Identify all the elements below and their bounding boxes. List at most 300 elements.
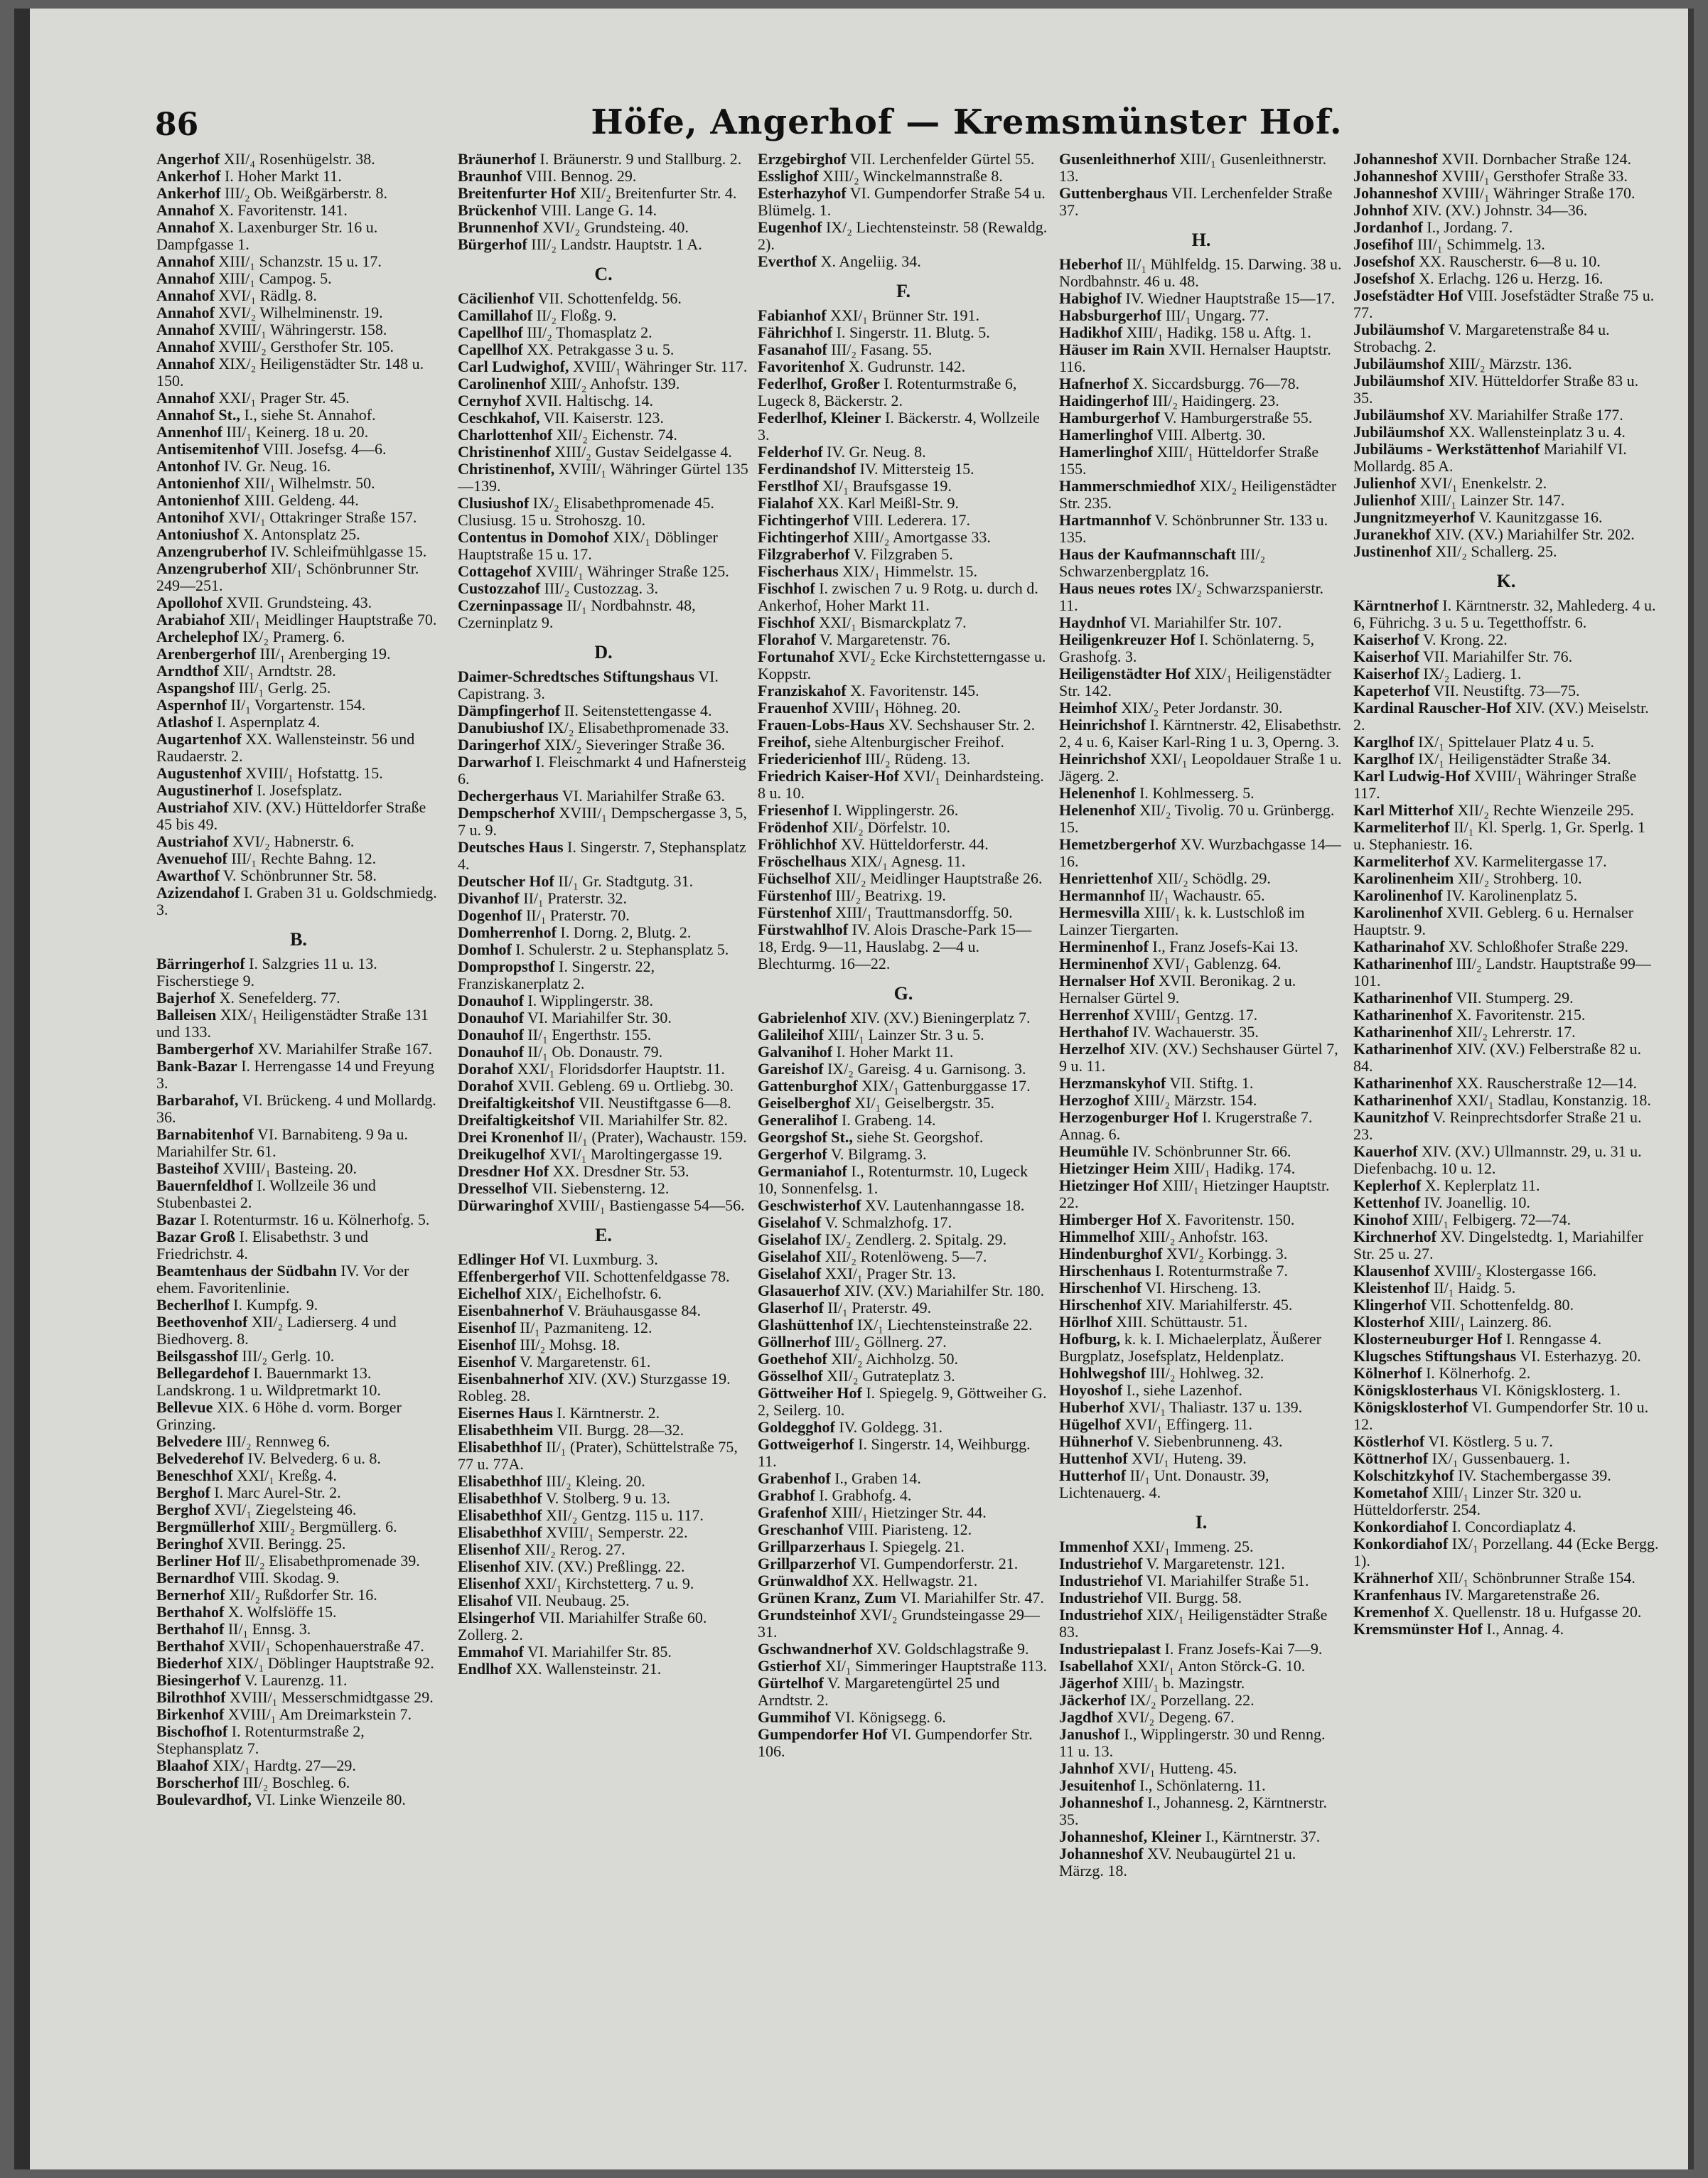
entry-address: XVI/₁ Ziegelsteing 46.	[214, 1501, 357, 1518]
directory-entry	[458, 1643, 749, 1661]
entry-name: Köttnerhof	[1353, 1449, 1429, 1467]
entry-name: Haidingerhof	[1059, 392, 1149, 409]
entry-address: I., Johannesg. 2, Kärntnerstr. 35.	[1059, 1793, 1328, 1828]
directory-entry	[156, 1126, 441, 1160]
entry-address: XIX/₂ Sieveringer Straße 36.	[544, 736, 726, 753]
directory-entry	[458, 992, 749, 1009]
directory-entry	[1353, 509, 1659, 526]
entry-address: XIX/₁ Himmelstr. 15.	[842, 562, 977, 580]
directory-entry	[156, 492, 441, 509]
directory-entry	[156, 1518, 441, 1535]
directory-entry	[758, 1299, 1049, 1316]
entry-name: Borscherhof	[156, 1774, 240, 1791]
directory-entry	[458, 839, 749, 873]
entry-address: VI. Barnabiteng. 9 9a u. Mariahilfer Str. 61.	[156, 1125, 409, 1160]
entry-address: siehe Altenburgischer Freihof.	[815, 733, 1004, 751]
directory-entry	[1353, 751, 1659, 768]
directory-entry	[156, 680, 441, 697]
directory-entry	[156, 1484, 441, 1501]
directory-entry	[758, 819, 1049, 836]
entry-address: XII/₂ Aichholzg. 50.	[831, 1350, 959, 1368]
column-4	[1059, 151, 1343, 2155]
entry-address: XIX/₁ Gattenburggasse 17.	[861, 1077, 1031, 1095]
entry-address: I. Renngasse 4.	[1505, 1330, 1602, 1348]
entry-address: VI. Köstlerg. 5 u. 7.	[1428, 1432, 1553, 1450]
entry-address: IX/₂ Elisabethpromenade 33.	[547, 719, 729, 736]
entry-address: I. Kohlmesserg. 5.	[1139, 784, 1255, 802]
entry-name: Archelephof	[156, 628, 239, 645]
directory-entry	[156, 287, 441, 304]
directory-entry	[1059, 1658, 1343, 1675]
directory-entry	[458, 924, 749, 941]
directory-entry	[758, 1675, 1049, 1709]
entry-name: Herzelhof	[1059, 1040, 1125, 1058]
entry-name: Hoyoshof	[1059, 1381, 1123, 1399]
directory-entry	[1059, 1845, 1343, 1879]
directory-entry	[1353, 185, 1659, 202]
entry-address: IX/₂ Porzellang. 22.	[1129, 1691, 1255, 1709]
entry-name: Grabhof	[758, 1486, 815, 1504]
directory-entry	[458, 788, 749, 805]
entry-name: Hamburgerhof	[1059, 409, 1160, 427]
entry-name: Gstierhof	[758, 1657, 822, 1675]
entry-name: Deutsches Haus	[458, 838, 564, 856]
directory-entry	[156, 407, 441, 424]
entry-name: Fortunahof	[758, 648, 834, 665]
directory-entry	[1059, 614, 1343, 631]
entry-name: Jordanhof	[1353, 218, 1423, 236]
entry-address: XIII/₂ Märzstr. 154.	[1133, 1091, 1257, 1109]
directory-entry	[156, 697, 441, 714]
entry-address: VI. Königsegg. 6.	[834, 1708, 946, 1726]
directory-entry	[1059, 444, 1343, 478]
entry-address: IV. Wachauerstr. 35.	[1132, 1023, 1259, 1041]
entry-address: XII/₂ Meidlinger Hauptstraße 26.	[834, 869, 1043, 887]
entry-name: Bellevue	[156, 1398, 213, 1416]
entry-address: XVII/₁ Schopenhauerstraße 47.	[227, 1637, 424, 1655]
entry-name: Ankerhof	[156, 167, 221, 185]
directory-entry	[758, 168, 1049, 185]
entry-name: Königsklosterhaus	[1353, 1381, 1478, 1399]
directory-entry	[1059, 185, 1343, 219]
entry-name: Hutterhof	[1059, 1466, 1127, 1484]
entry-address: VI. Mariahilfer Str. 30.	[527, 1009, 672, 1026]
entry-name: Industriehof	[1059, 1555, 1143, 1572]
entry-name: Breitenfurter Hof	[458, 184, 576, 202]
entry-address: IX/₁ Spittelauer Platz 4 u. 5.	[1418, 733, 1594, 751]
directory-entry	[458, 151, 749, 168]
entry-name: Bilrothhof	[156, 1688, 226, 1706]
entry-name: Cernyhof	[458, 392, 522, 409]
entry-address: I. Bauernmarkt 13. Landskrong. 1 u. Wildpretmarkt 10.	[156, 1364, 381, 1399]
entry-name: Heimhof	[1059, 699, 1117, 717]
entry-address: I. Herrengasse 14 und Freyung 3.	[156, 1057, 435, 1092]
entry-address: XVIII/₁ Basteing. 20.	[222, 1159, 358, 1177]
entry-name: Danubiushof	[458, 719, 544, 736]
directory-entry	[156, 765, 441, 782]
entry-name: Kolschitzkyhof	[1353, 1466, 1454, 1484]
directory-entry	[758, 529, 1049, 546]
entry-address: XIX/₂ Heiligenstädter Str. 235.	[1059, 477, 1337, 512]
directory-entry	[458, 563, 749, 580]
entry-name: Heberhof	[1059, 255, 1123, 273]
directory-entry	[156, 509, 441, 526]
entry-name: Jubiläums - Werkstättenhof	[1353, 440, 1540, 458]
entry-name: Josefihof	[1353, 235, 1414, 253]
entry-address: Mariahilf VI. Mollardg. 85 A.	[1353, 440, 1627, 475]
directory-entry	[156, 441, 441, 458]
entry-address: VII. Stiftg. 1.	[1169, 1074, 1254, 1092]
entry-address: VII. Neustiftg. 73—75.	[1433, 682, 1580, 699]
entry-address: XIII. Schüttaustr. 51.	[1116, 1313, 1248, 1331]
entry-address: I., Rotenturmstr. 10, Lugeck 10, Sonnenfelsg. 1.	[758, 1162, 1028, 1197]
entry-name: Kärntnerhof	[1353, 596, 1439, 614]
entry-name: Herthahof	[1059, 1023, 1129, 1041]
directory-entry	[458, 907, 749, 924]
entry-address: XX. Wallensteinstr. 56 und Raudaerstr. 2.	[156, 730, 415, 765]
entry-address: IV. Alois Drasche-Park 15—18, Erdg. 9—11, Hauslabg. 2—4 u. Blechturmg. 16—22.	[758, 921, 1032, 972]
entry-address: I. Aspernplatz 4.	[216, 713, 321, 731]
entry-address: VII. Lerchenfelder Straße 37.	[1059, 184, 1333, 219]
entry-name: Eichelhof	[458, 1284, 522, 1302]
entry-address: XII/₄ Rosenhügelstr. 38.	[223, 151, 375, 168]
entry-address: X. Wolfslöffe 15.	[227, 1603, 337, 1621]
directory-entry	[458, 1302, 749, 1319]
directory-entry	[156, 253, 441, 270]
directory-entry	[758, 631, 1049, 648]
entry-name: Boulevardhof,	[156, 1791, 252, 1808]
entry-address: IX/₂ Elisabethpromenade 45. Clusiusg. 15 u. Strohoszg. 10.	[458, 494, 714, 529]
directory-entry	[156, 1262, 441, 1297]
directory-entry	[156, 1092, 441, 1126]
directory-entry	[1059, 1024, 1343, 1041]
entry-name: Dresselhof	[458, 1179, 528, 1197]
entry-address: XV. Hütteldorferstr. 44.	[840, 835, 989, 853]
entry-address: I. Hoher Markt 11.	[836, 1043, 954, 1061]
entry-address: XVI/₂ Habnerstr. 6.	[232, 832, 355, 850]
directory-entry	[1353, 1228, 1659, 1262]
directory-entry	[156, 168, 441, 185]
entry-name: Giselahof	[758, 1230, 822, 1248]
directory-entry	[1059, 1177, 1343, 1211]
entry-name: Huberhof	[1059, 1398, 1124, 1416]
entry-address: V. Margaretenstr. 61.	[520, 1353, 651, 1370]
entry-address: IV. Margaretenstraße 26.	[1444, 1586, 1600, 1604]
entry-address: I., Franz Josefs-Kai 13.	[1152, 938, 1299, 955]
entry-name: Jubiläumshof	[1353, 355, 1445, 372]
entry-address: I. Kärntnerstr. 42, Elisabethstr. 2, 4 u. 6, Kaiser Karl-Ring 1 u. 3, Operng. 3.	[1059, 716, 1342, 751]
entry-name: Brückenhof	[458, 201, 537, 219]
entry-name: Haydnhof	[1059, 613, 1127, 631]
entry-address: XVIII/₁ Bastiengasse 54—56.	[557, 1196, 745, 1214]
directory-entry	[758, 375, 1049, 409]
directory-entry	[458, 958, 749, 992]
entry-address: XVI/₂ Grundsteingasse 29—31.	[758, 1606, 1040, 1641]
entry-address: VI. Hirscheng. 13.	[1145, 1279, 1262, 1297]
entry-name: Kinohof	[1353, 1211, 1409, 1228]
entry-name: Hemetzbergerhof	[1059, 835, 1176, 853]
entry-address: III/₂ Thomasplatz 2.	[527, 323, 652, 341]
directory-entry	[758, 1231, 1049, 1248]
directory-entry	[1059, 1314, 1343, 1331]
directory-entry	[1353, 526, 1659, 543]
entry-name: Himmelhof	[1059, 1228, 1135, 1245]
page	[14, 9, 1694, 2169]
entry-name: Kometahof	[1353, 1484, 1429, 1501]
entry-name: Grillparzerhaus	[758, 1538, 866, 1555]
directory-entry	[156, 543, 441, 560]
entry-name: Federlhof, Großer	[758, 375, 880, 392]
directory-entry	[1353, 1194, 1659, 1211]
directory-entry	[458, 1180, 749, 1197]
entry-address: IX/₂ Ladierg. 1.	[1423, 665, 1522, 682]
directory-entry	[1059, 1538, 1343, 1555]
entry-name: Konkordiahof	[1353, 1535, 1449, 1552]
entry-name: Grillparzerhof	[758, 1555, 856, 1572]
entry-address: I. Concordiaplatz 4.	[1451, 1518, 1577, 1535]
directory-entry	[156, 1723, 441, 1757]
directory-entry	[156, 955, 441, 989]
directory-entry	[758, 1316, 1049, 1334]
entry-name: Capellhof	[458, 323, 523, 341]
entry-address: III/₂ Kleing. 20.	[546, 1472, 645, 1490]
entry-name: Fischhof	[758, 579, 815, 597]
entry-name: Hühnerhof	[1059, 1432, 1133, 1450]
directory-entry	[156, 594, 441, 611]
entry-name: Grafenhof	[758, 1503, 827, 1521]
directory-entry	[458, 1507, 749, 1524]
directory-entry	[156, 1314, 441, 1348]
entry-address: XII/₂ Rußdorfer Str. 16.	[229, 1586, 377, 1604]
entry-name: Effenbergerhof	[458, 1267, 561, 1285]
entry-name: Anzengruberhof	[156, 559, 267, 577]
entry-name: Elisenhof	[458, 1575, 521, 1592]
entry-name: Fischhof	[758, 613, 815, 631]
directory-entry	[156, 475, 441, 492]
directory-entry	[156, 782, 441, 799]
entry-address: I. Singerstr. 7, Stephansplatz 4.	[458, 838, 746, 873]
entry-name: Endlhof	[458, 1660, 512, 1678]
entry-address: VIII. Josefsg. 4—6.	[262, 440, 387, 458]
entry-name: Karolinenhof	[1353, 903, 1443, 921]
directory-entry	[758, 1146, 1049, 1163]
section-letter: F.	[896, 281, 911, 301]
directory-entry	[458, 941, 749, 958]
directory-entry	[458, 1129, 749, 1146]
entry-address: I., Annag. 4.	[1486, 1620, 1564, 1638]
directory-entry	[458, 1268, 749, 1285]
directory-entry	[1353, 1399, 1659, 1433]
entry-name: Esterhazyhof	[758, 184, 847, 202]
entry-address: IX/₂ Pramerg. 6.	[242, 628, 345, 645]
entry-address: VII. Burgg. 28—32.	[557, 1421, 684, 1439]
entry-name: Dresdner Hof	[458, 1162, 549, 1180]
entry-address: XVI/₂ Grundsteing. 40.	[542, 218, 689, 236]
entry-address: III/₂ Göllnerg. 27.	[834, 1333, 947, 1351]
entry-name: Camillahof	[458, 306, 533, 324]
entry-name: Eisenhof	[458, 1336, 516, 1353]
entry-address: I. Singerstr. 14, Weihburgg. 11.	[758, 1435, 1031, 1470]
directory-entry	[1353, 1007, 1659, 1024]
entry-name: Braunhof	[458, 167, 522, 185]
entry-address: I. Hoher Markt 11.	[224, 167, 342, 185]
directory-entry	[1353, 236, 1659, 253]
entry-address: IV. Vor der ehem. Favoritenlinie.	[156, 1262, 409, 1297]
entry-name: Hamerlinghof	[1059, 443, 1153, 461]
entry-address: XVIII/₂ Gersthofer Str. 105.	[218, 338, 394, 355]
directory-entry	[758, 1658, 1049, 1675]
entry-address: XII/₂ Rotenlöweng. 5—7.	[825, 1248, 987, 1265]
directory-entry	[1353, 1331, 1659, 1348]
directory-entry	[1353, 1143, 1659, 1177]
entry-name: Cäcilienhof	[458, 289, 535, 307]
directory-entry	[156, 989, 441, 1007]
entry-name: Herminenhof	[1059, 955, 1149, 972]
entry-address: XII/₂ Breitenfurter Str. 4.	[579, 184, 737, 202]
entry-name: Katharinenhof	[1353, 1006, 1453, 1024]
entry-name: Königsklosterhof	[1353, 1398, 1468, 1416]
directory-entry	[458, 427, 749, 444]
directory-entry	[1353, 407, 1659, 424]
entry-name: Christinenhof,	[458, 460, 555, 478]
entry-address: VII. Schottenfeldgasse 78.	[564, 1267, 730, 1285]
entry-address: VI. Gumpendorfer Straße 54 u. Blümelg. 1.	[758, 184, 1046, 219]
entry-address: XV. Wurzbachgasse 14—16.	[1059, 835, 1341, 870]
entry-address: XIII/₁ Lainzer Str. 3 u. 5.	[827, 1026, 984, 1044]
directory-entry	[156, 1774, 441, 1791]
entry-name: Giselahof	[758, 1213, 822, 1231]
entry-address: VI. Königsklosterg. 1.	[1481, 1381, 1621, 1399]
entry-name: Bambergerhof	[156, 1040, 254, 1058]
entry-name: Ceschkahof,	[458, 409, 540, 427]
directory-entry	[458, 219, 749, 236]
directory-entry	[758, 1726, 1049, 1760]
entry-address: VI. Gumpendorfer Str. 106.	[758, 1725, 1033, 1760]
entry-address: XXI/₁ Kreßg. 4.	[237, 1466, 337, 1484]
entry-address: II. Seitenstettengasse 4.	[564, 702, 712, 719]
entry-address: XVIII/₁ Gersthofer Straße 33.	[1441, 167, 1628, 185]
directory-entry	[458, 1197, 749, 1214]
directory-entry	[1059, 1760, 1343, 1777]
entry-address: V. Reinprechtsdorfer Straße 21 u. 23.	[1353, 1108, 1642, 1143]
entry-address: XVIII/₂ Klostergasse 166.	[1434, 1262, 1597, 1280]
entry-address: IV. Gr. Neug. 8.	[827, 443, 926, 461]
entry-address: V. Stolberg. 9 u. 13.	[545, 1489, 670, 1507]
entry-name: Antonhof	[156, 457, 220, 475]
directory-entry	[1353, 887, 1659, 904]
entry-address: XVIII/₁ Semperstr. 22.	[546, 1523, 688, 1541]
entry-address: VI. Capistrang. 3.	[458, 667, 719, 702]
directory-entry	[458, 185, 749, 202]
entry-name: Hermannhof	[1059, 886, 1145, 904]
entry-address: II/₁ Wachaustr. 65.	[1149, 886, 1265, 904]
entry-address: XVIII/₁ Währinger Straße 170.	[1441, 184, 1636, 202]
entry-name: Elisabethhof	[458, 1472, 542, 1490]
entry-name: Fährichhof	[758, 323, 833, 341]
directory-entry	[1353, 1024, 1659, 1041]
directory-entry	[458, 392, 749, 409]
entry-name: Frauenhof	[758, 699, 828, 717]
entry-address: II/₁ Praterstr. 49.	[827, 1299, 932, 1316]
entry-name: Blaahof	[156, 1756, 209, 1774]
directory-entry	[1353, 1075, 1659, 1092]
directory-entry	[156, 850, 441, 867]
entry-name: Annahof St.,	[156, 406, 240, 424]
entry-address: XII/₂ Dörfelstr. 10.	[832, 818, 951, 836]
entry-address: VIII. Skodag. 9.	[238, 1569, 340, 1587]
entry-address: X. Gudrunstr. 142.	[848, 358, 966, 375]
entry-name: Elsingerhof	[458, 1609, 535, 1626]
directory-entry	[1059, 580, 1343, 614]
directory-entry	[156, 390, 441, 407]
directory-entry	[758, 1265, 1049, 1282]
entry-name: Heiligenkreuzer Hof	[1059, 631, 1196, 648]
entry-name: Henriettenhof	[1059, 869, 1153, 887]
entry-name: Hofburg,	[1059, 1330, 1121, 1348]
directory-entry	[458, 375, 749, 392]
entry-address: VIII. Josefstädter Straße 75 u. 77.	[1353, 286, 1655, 321]
entry-name: Isabellahof	[1059, 1657, 1133, 1675]
entry-address: III/₂ Rennweg 6.	[225, 1432, 331, 1450]
entry-name: Konkordiahof	[1353, 1518, 1449, 1535]
entry-address: I. Grabhofg. 4.	[819, 1486, 912, 1504]
entry-name: Favoritenhof	[758, 358, 845, 375]
directory-entry	[458, 236, 749, 253]
entry-address: III/₁ Arenberging 19.	[259, 645, 391, 662]
directory-entry	[1059, 1606, 1343, 1641]
directory-entry	[156, 1655, 441, 1672]
entry-address: IX/₁ Liechtensteinstraße 22.	[856, 1316, 1033, 1334]
entry-address: VII. Mariahilfer Str. 76.	[1423, 648, 1573, 665]
entry-name: Dechergerhaus	[458, 787, 559, 805]
entry-address: XIII/₁ b. Mazingstr.	[1122, 1674, 1245, 1692]
directory-entry	[1059, 1450, 1343, 1467]
entry-address: IV. Mittersteig 15.	[859, 460, 974, 478]
directory-entry	[156, 833, 441, 850]
entry-name: Beringhof	[156, 1535, 224, 1552]
entry-name: Antonienhof	[156, 474, 240, 492]
entry-name: Apollohof	[156, 594, 222, 611]
directory-entry	[1059, 1572, 1343, 1589]
entry-address: XIX/₁ Eichelhofstr. 6.	[525, 1284, 662, 1302]
entry-address: XIII/₁ Felbigerg. 72—74.	[1412, 1211, 1572, 1228]
entry-address: XVIII/₁ Dempschergasse 3, 5, 7 u. 9.	[458, 804, 747, 839]
directory-entry	[156, 662, 441, 680]
directory-entry	[1353, 1570, 1659, 1587]
directory-entry	[156, 458, 441, 475]
entry-address: III/₂ Ob. Weißgärberstr. 8.	[224, 184, 388, 202]
entry-name: Helenenhof	[1059, 801, 1136, 819]
entry-address: VII. Neubaug. 25.	[516, 1592, 630, 1609]
directory-entry	[156, 1621, 441, 1638]
entry-name: Industriehof	[1059, 1572, 1143, 1589]
directory-entry	[156, 219, 441, 253]
entry-name: Gusenleithnerhof	[1059, 151, 1176, 168]
entry-name: Czerninpassage	[458, 596, 563, 614]
entry-name: Justinenhof	[1353, 542, 1432, 560]
entry-address: XIV. (XV.) Bieningerplatz 7.	[850, 1009, 1031, 1026]
entry-name: Biesingerhof	[156, 1671, 241, 1689]
directory-entry	[156, 1467, 441, 1484]
directory-entry	[156, 1160, 441, 1177]
entry-address: XX. Rauscherstraße 12—14.	[1456, 1074, 1638, 1092]
directory-entry	[758, 751, 1049, 768]
directory-entry	[758, 1709, 1049, 1726]
entry-address: III/₂ Hohlweg. 32.	[1149, 1364, 1264, 1382]
directory-entry	[458, 1163, 749, 1180]
directory-entry	[458, 168, 749, 185]
entry-name: Domhof	[458, 940, 512, 958]
